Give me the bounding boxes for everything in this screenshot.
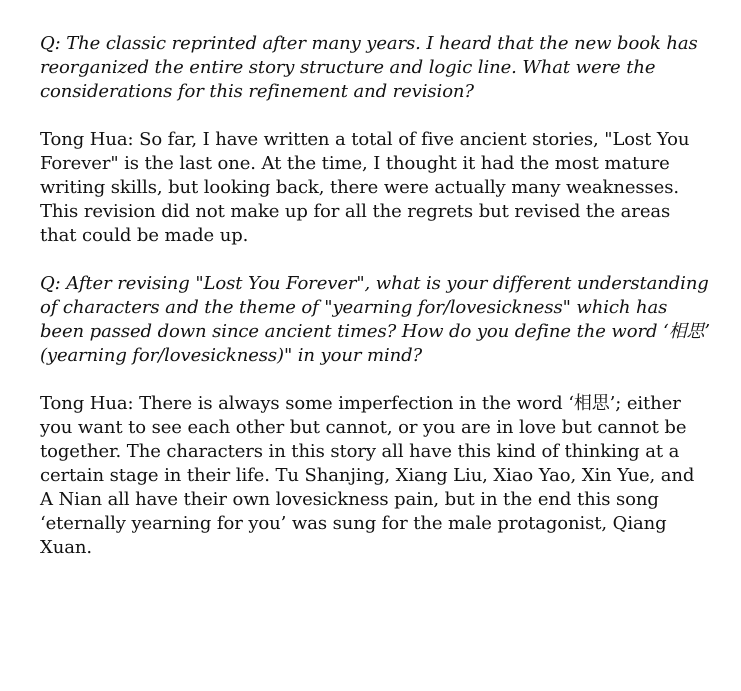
question-paragraph-1: Q: The classic reprinted after many years. I heard that the new book has reorganized the entire story structure and logic line. What were the considerations for this refinement and revision? <box>40 33 698 102</box>
question-paragraph-2: Q: After revising "Lost You Forever", what is your different understanding of characters and the theme of "yearning for/lovesickness" which has been passed down since ancient times? How do you define the word ‘相思’ (yearning for/lovesickness)" in your mind? <box>40 273 711 366</box>
answer-paragraph-2: Tong Hua: There is always some imperfection in the word ‘相思’; either you want to see each other but cannot, or you are in love but cannot be together. The characters in this story all have this kind of thinking at a certain stage in their life. Tu Shanjing, Xiang Liu, Xiao Yao, Xin Yue, and A Nian all have their own lovesickness pain, but in the end this song ‘eternally yearning for you’ was sung for the male protagonist, Qiang Xuan. <box>40 393 695 558</box>
paragraph-spacer <box>40 104 711 128</box>
paragraph-spacer <box>40 248 711 272</box>
paragraph-spacer <box>40 368 711 392</box>
answer-paragraph-1: Tong Hua: So far, I have written a total of five ancient stories, "Lost You Forever" is the last one. At the time, I thought it had the most mature writing skills, but looking back, there were actually many weaknesses. This revision did not make up for all the regrets but revised the areas that could be made up. <box>40 129 690 246</box>
